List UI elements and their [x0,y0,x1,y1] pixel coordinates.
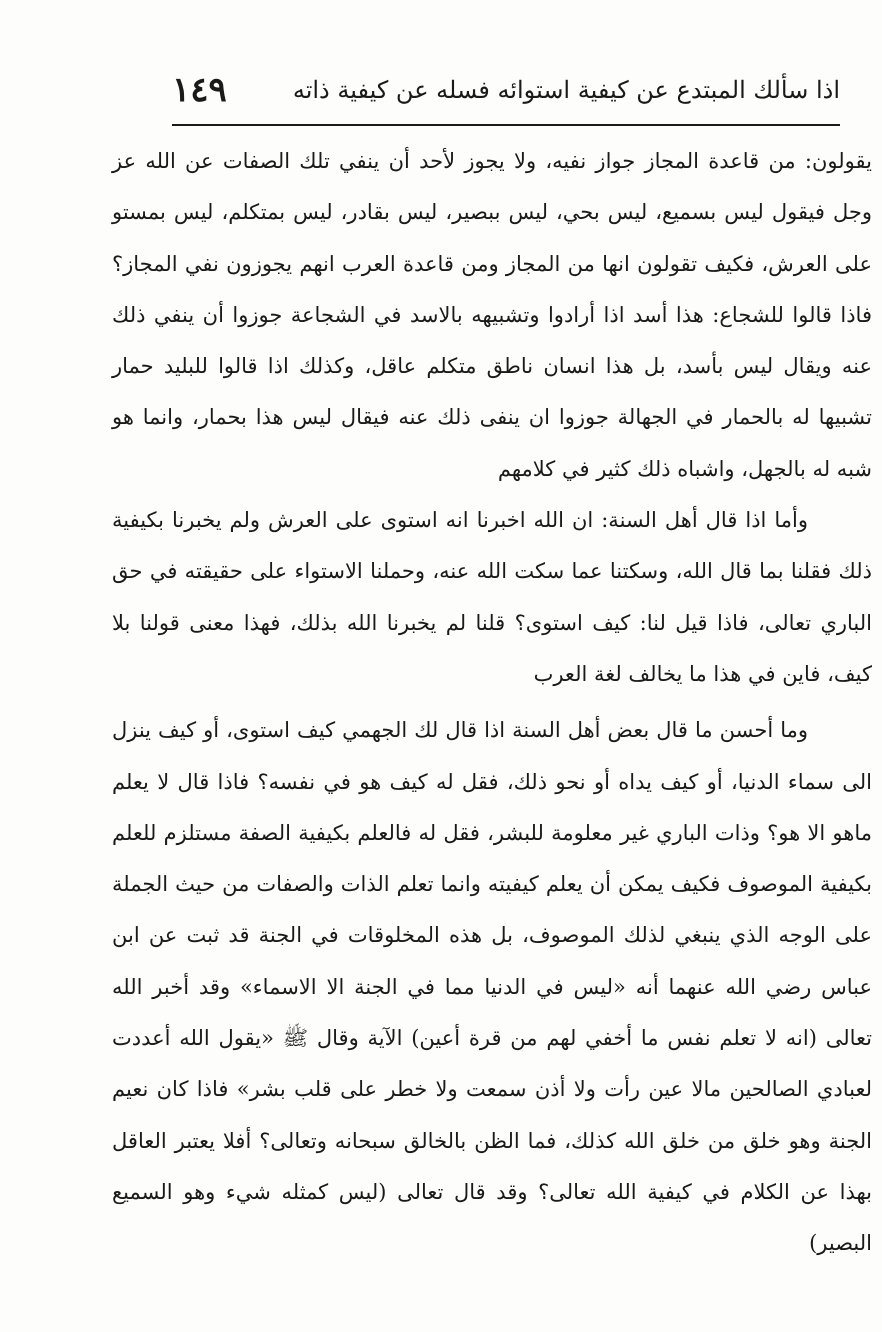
running-head-title: اذا سألك المبتدع عن كيفية استوائه فسله عن كيفية ذاته [292,76,840,104]
page-body [112,136,872,1270]
paragraph-2: وأما اذا قال أهل السنة: ان الله اخبرنا انه استوى على العرش ولم يخبرنا بكيفية ذلك فقلنا بما قال الله، وسكتنا عما سكت الله عنه، وحملنا الاستواء على حقيقته في حق الباري تعالى، فاذا قيل لنا: كيف استوى؟ قلنا لم يخبرنا الله بذلك، فهذا معنى قولنا بلا كيف، فاين في هذا ما يخالف لغة العرب [112,508,872,686]
page-header [172,70,840,122]
paragraph-1: يقولون: من قاعدة المجاز جواز نفيه، ولا يجوز لأحد أن ينفي تلك الصفات عن الله عز وجل فيقول ليس بسميع، ليس بحي، ليس ببصير، ليس بقادر، ليس بمتكلم، ليس بمستو على العرش، فكيف تقولون انها من المجاز ومن قاعدة العرب انهم يجوزون نفي المجاز؟ فاذا قالوا للشجاع: هذا أسد اذا أرادوا وتشبيهه بالاسد في الشجاعة جوزوا أن ينفي ذلك عنه ويقال ليس بأسد، بل هذا انسان ناطق متكلم عاقل، وكذلك اذا قالوا للبليد حمار تشبيها له بالحمار في الجهالة جوزوا ان ينفى ذلك عنه فيقال ليس هذا بحمار، وانما هو شبه له بالجهل، واشباه ذلك كثير في كلامهم [112,149,872,481]
page-number: ١٤٩ [172,70,227,110]
header-rule [172,124,840,126]
paragraph-3: وما أحسن ما قال بعض أهل السنة اذا قال لك الجهمي كيف استوى، أو كيف ينزل الى سماء الدنيا، أو كيف يداه أو نحو ذلك، فقل له كيف هو في نفسه؟ فاذا قال لا يعلم ماهو الا هو؟ وذات الباري غير معلومة للبشر، فقل له فالعلم بكيفية الصفة مستلزم للعلم بكيفية الموصوف فكيف يمكن أن يعلم كيفيته وانما تعلم الذات والصفات من حيث الجملة على الوجه الذي ينبغي لذلك الموصوف، بل هذه المخلوقات في الجنة قد ثبت عن ابن عباس رضي الله عنهما أنه «ليس في الدنيا مما في الجنة الا الاسماء» وقد أخبر الله تعالى (انه لا تعلم نفس ما أخفي لهم من قرة أعين) الآية وقال ﷺ «يقول الله أعددت لعبادي الصالحين مالا عين رأت ولا أذن سمعت ولا خطر على قلب بشر» فاذا كان نعيم الجنة وهو خلق من خلق الله كذلك، فما الظن بالخالق سبحانه وتعالى؟ أفلا يعتبر العاقل بهذا عن الكلام في كيفية الله تعالى؟ وقد قال تعالى (ليس كمثله شيء وهو السميع البصير) [112,718,872,1256]
